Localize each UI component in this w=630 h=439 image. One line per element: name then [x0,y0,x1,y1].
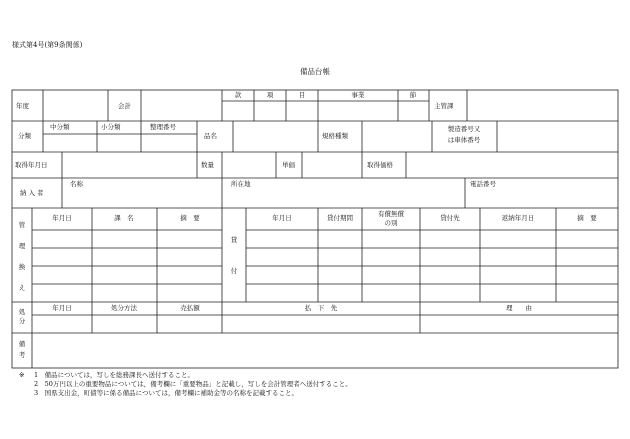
mgmt-label-1: 管 [18,221,26,229]
form-code: 様式第4号(第9条関係) [12,41,83,49]
note-3: 3 国県支出金，町債等に係る備品については，備考欄に補助金等の名称を記載すること。 [34,389,299,397]
disposal-method-header: 処分方法 [111,304,137,312]
supplier-name-label: 名称 [70,180,83,188]
maker-no-label-1: 製造番号又 [447,125,481,133]
item-name-label: 品名 [204,132,217,140]
lending-date-header: 年月日 [272,214,292,222]
maker-no-label-2: は車体番号 [447,136,481,144]
lending-return-header: 返納年月日 [501,214,535,222]
lending-label-2: 付 [230,267,238,275]
note-2: 2 50万円以上の重要物品については，備考欄に「重要物品」と記載し，写しを会計管理者へ送付すること。 [34,380,352,388]
mgmt-label-3: 換 [18,263,26,271]
form-title: 備品台帳 [300,67,330,76]
lending-paid-header-1: 有償無償 [378,210,404,218]
lending-period-header: 貸付期間 [327,214,353,222]
class-label: 分類 [18,132,31,140]
budget-kan: 款 [234,91,242,99]
budget-jigyo: 事業 [351,91,365,99]
note-1: 1 備品については，写しを総務課長へ送付すること。 [34,371,195,379]
budget-kou: 項 [266,91,274,99]
supplier-address-label: 所在地 [231,180,251,188]
mgmt-label-4: え [18,284,26,292]
table-frame [12,90,618,368]
dept-label: 主管課 [434,102,454,110]
supplier-label: 納入者 [20,189,46,197]
lending-paid-header-2: の別 [384,219,398,227]
account-label: 会計 [118,102,131,110]
disposal-recipient-header: 払 下 先 [304,304,338,312]
supplier-phone-label: 電話番号 [470,180,496,188]
disposal-reason-header: 理 由 [506,304,532,312]
unit-price-label: 単価 [282,161,295,169]
small-class-label: 小分類 [101,123,121,131]
mgmt-date-header: 年月日 [52,214,72,222]
spec-label: 規格種類 [322,132,348,140]
remarks-label-1: 備 [18,340,26,348]
mgmt-section-header: 課 名 [114,214,134,222]
acquired-price-label: 取得価格 [367,161,393,169]
lending-label-1: 貸 [230,236,238,244]
lending-lender-header: 貸付先 [440,214,460,222]
remarks-label-2: 考 [18,351,26,359]
lending-summary-header: 摘 要 [577,214,597,222]
quantity-label: 数量 [201,161,214,169]
year-label: 年度 [16,102,29,110]
disposal-label-2: 分 [18,317,26,325]
disposal-label-1: 処 [18,308,26,316]
mgmt-label-2: 理 [18,242,26,250]
serial-no-label: 整理番号 [150,123,176,131]
budget-setsu: 節 [409,91,417,99]
mgmt-summary-header: 摘 要 [180,214,200,222]
budget-moku: 目 [298,91,306,99]
mid-class-label: 中分類 [50,123,70,131]
acquired-date-label: 取得年月日 [15,161,48,169]
notes-mark: ※ [19,371,25,379]
disposal-date-header: 年月日 [52,304,72,312]
disposal-amount-header: 売払額 [180,304,200,312]
